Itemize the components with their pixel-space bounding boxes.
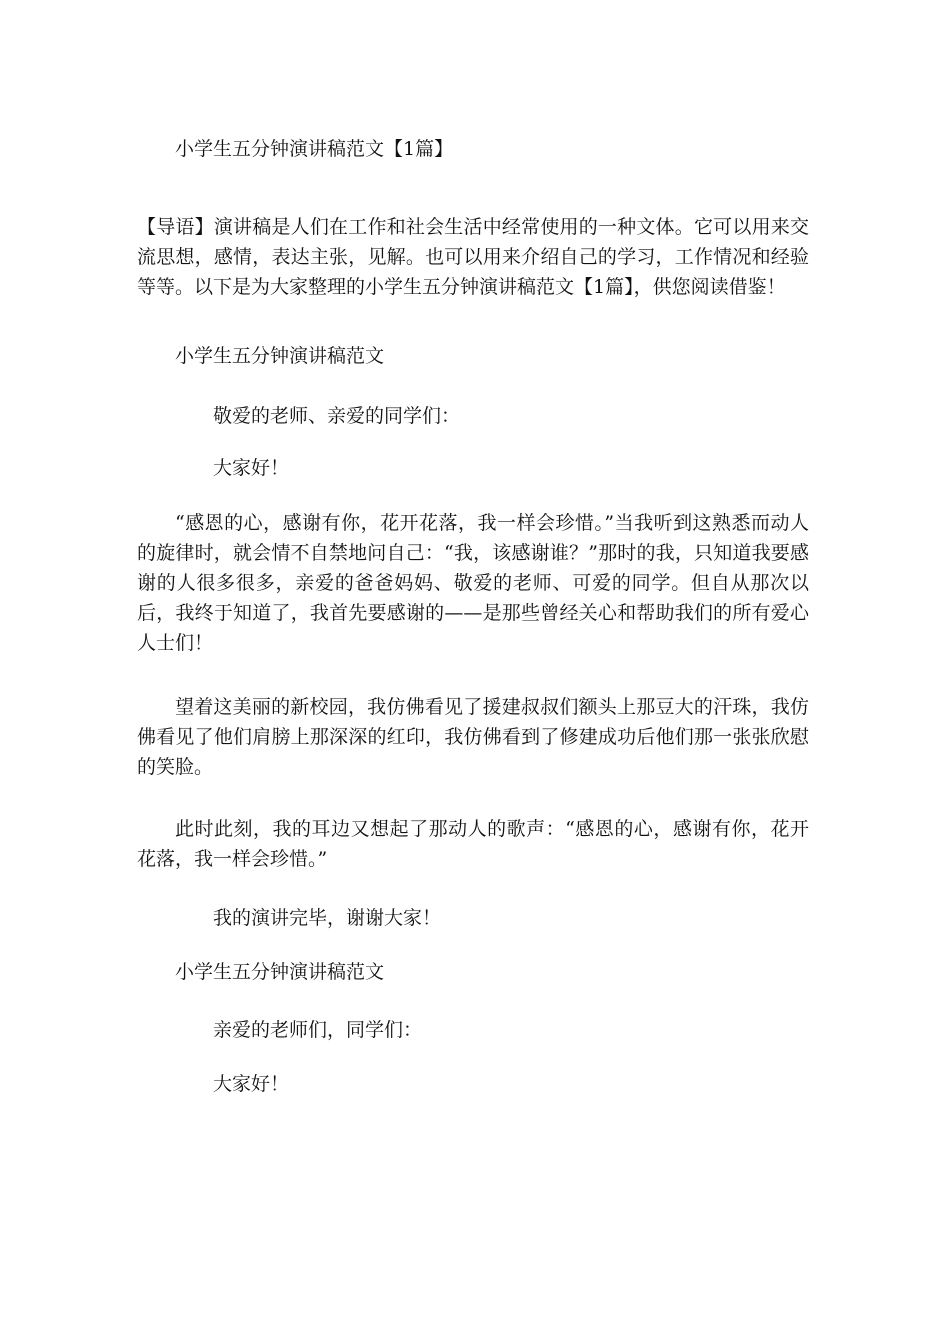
body-paragraph-3: 此时此刻，我的耳边又想起了那动人的歌声：“感恩的心，感谢有你，花开花落，我一样会珍惜。” bbox=[137, 818, 809, 870]
hello-1: 大家好！ bbox=[213, 457, 290, 479]
section-heading-2: 小学生五分钟演讲稿范文 bbox=[175, 961, 385, 983]
greeting-1: 敬爱的老师、亲爱的同学们： bbox=[213, 405, 461, 427]
document-title: 小学生五分钟演讲稿范文【1篇】 bbox=[175, 138, 454, 160]
closing-1: 我的演讲完毕，谢谢大家！ bbox=[213, 907, 442, 929]
body-paragraph-1: “感恩的心，感谢有你，花开花落，我一样会珍惜。”当我听到这熟悉而动人的旋律时，就会情不自禁地问自己：“我，该感谢谁？”那时的我，只知道我要感谢的人很多很多，亲爱的爸爸妈妈、敬爱的老师、可爱的同学。但自从那次以后，我终于知道了，我首先要感谢的——是那些曾经关心和帮助我们的所有爱心人士们！ bbox=[137, 512, 809, 654]
greeting-2: 亲爱的老师们，同学们： bbox=[213, 1019, 423, 1041]
intro-paragraph: 【导语】演讲稿是人们在工作和社会生活中经常使用的一种文体。它可以用来交流思想，感情，表达主张，见解。也可以用来介绍自己的学习，工作情况和经验等等。以下是为大家整理的小学生五分钟演讲稿范文【1篇】，供您阅读借鉴！ bbox=[137, 216, 809, 298]
section-heading-1: 小学生五分钟演讲稿范文 bbox=[175, 345, 385, 367]
hello-2: 大家好！ bbox=[213, 1073, 290, 1095]
body-paragraph-2: 望着这美丽的新校园，我仿佛看见了援建叔叔们额头上那豆大的汗珠，我仿佛看见了他们肩膀上那深深的红印，我仿佛看到了修建成功后他们那一张张欣慰的笑脸。 bbox=[137, 696, 809, 778]
